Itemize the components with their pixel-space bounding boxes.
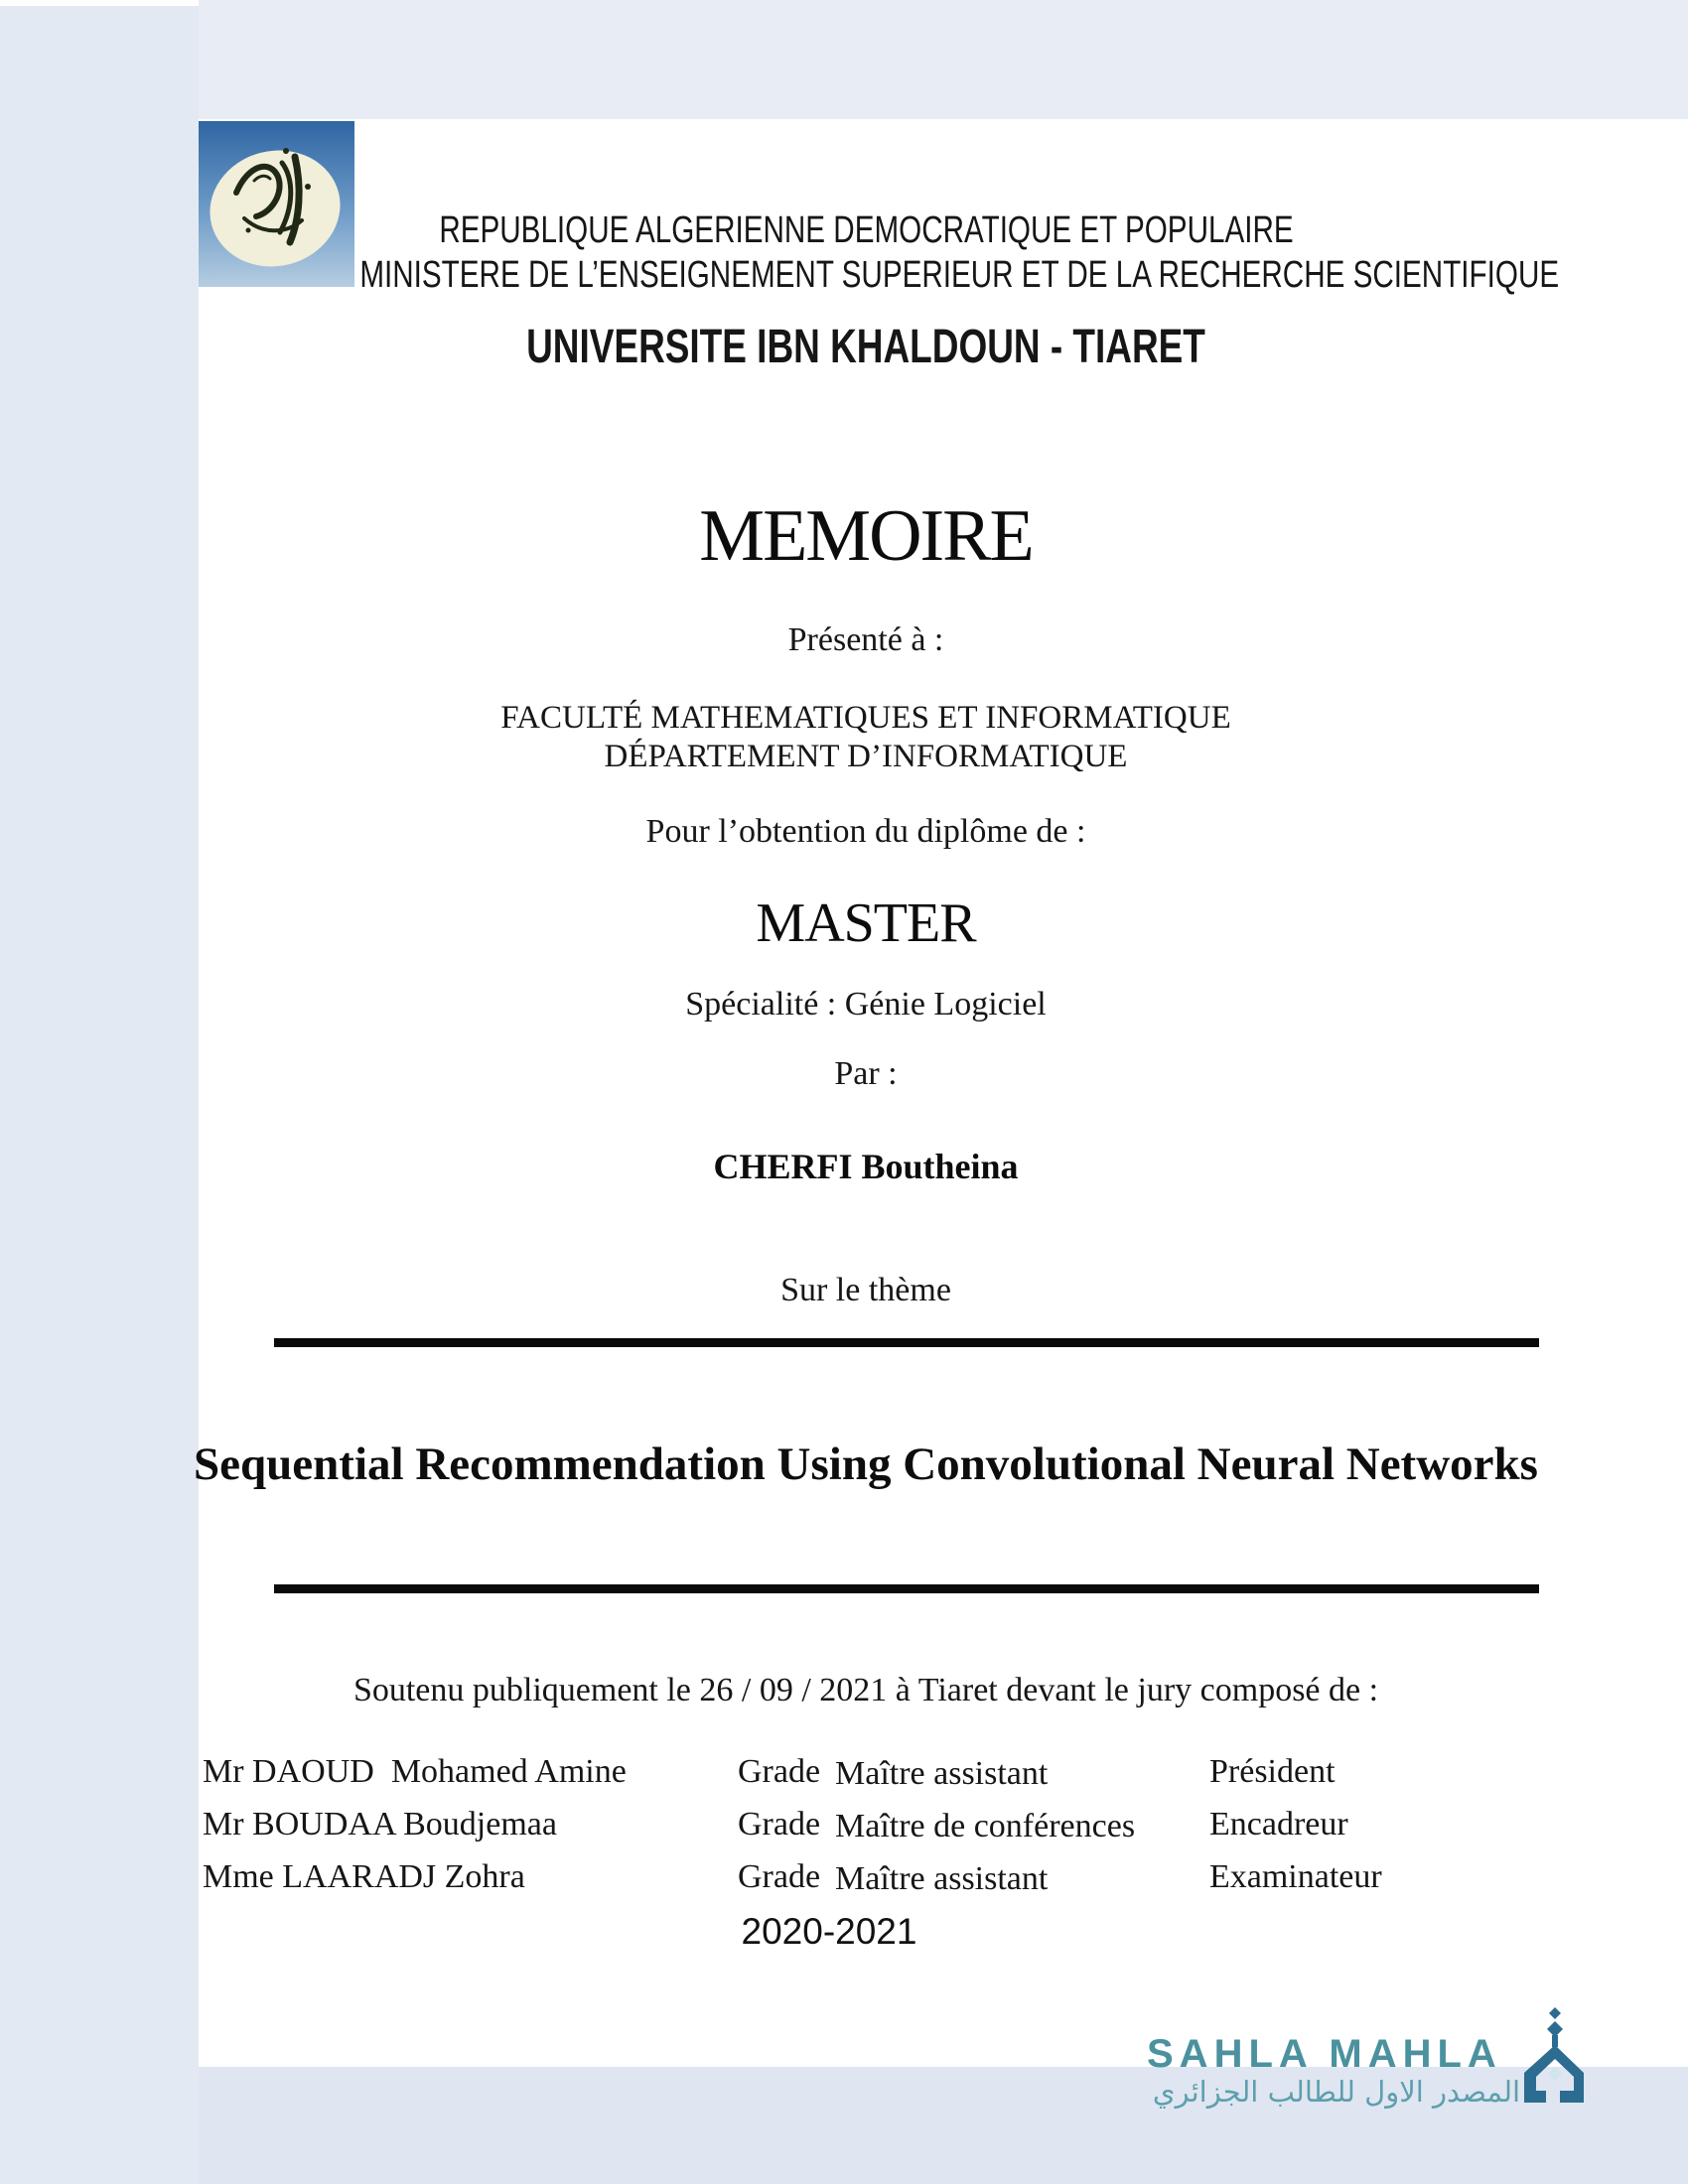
speciality-line: Spécialité : Génie Logiciel: [685, 986, 1047, 1023]
university-name-line: [191, 320, 1541, 375]
defense-line: Soutenu publiquement le 26 / 09 / 2021 à Tiaret devant le jury composé de :: [352, 1672, 1379, 1708]
department-line: DÉPARTEMENT D’INFORMATIQUE: [604, 739, 1128, 774]
academic-year: 2020-2021: [741, 1911, 917, 1952]
jury-row1-grade-label: Grade: [738, 1753, 821, 1790]
sahla-mahla-tagline: المصدر الاول للطالب الجزائري: [1152, 2075, 1521, 2109]
jury-row3-grade-label: Grade: [738, 1858, 821, 1895]
jury-row1-grade: Maître assistant: [835, 1755, 1049, 1792]
jury-row2-name: Mr BOUDAA Boudjemaa: [203, 1806, 557, 1843]
jury-row3-grade: Maître assistant: [835, 1860, 1049, 1897]
title-rule-bottom: [274, 1584, 1539, 1593]
ministry-header-text: MINISTERE DE L’ENSEIGNEMENT SUPERIEUR ET DE LA RECHERCHE SCIENTIFIQUE: [359, 254, 1560, 296]
ministry-header-line: [191, 253, 1560, 297]
by-label: Par :: [834, 1055, 898, 1092]
jury-row2-role: Encadreur: [1209, 1806, 1348, 1843]
degree-line: MASTER: [756, 892, 976, 954]
presented-to-label: Présenté à :: [787, 621, 944, 658]
left-strip: [0, 6, 199, 2184]
jury-row1-name: Mr DAOUD Mohamed Amine: [203, 1753, 627, 1790]
sahla-mahla-wordmark: SAHLA MAHLA: [1147, 2032, 1502, 2076]
sahla-mahla-icon: [1522, 2005, 1588, 2107]
theme-label: Sur le thème: [780, 1272, 951, 1308]
thesis-title: Sequential Recommendation Using Convolutional Neural Networks: [194, 1438, 1538, 1490]
jury-row2-grade: Maître de conférences: [835, 1808, 1136, 1844]
title-rule-top: [274, 1338, 1539, 1347]
jury-row3-role: Examinateur: [1209, 1858, 1382, 1895]
author-name: CHERFI Boutheina: [713, 1147, 1019, 1186]
document-type-title: MEMOIRE: [699, 495, 1033, 577]
jury-row2-grade-label: Grade: [738, 1806, 821, 1843]
faculty-line: FACULTÉ MATHEMATIQUES ET INFORMATIQUE: [500, 700, 1231, 736]
purpose-line: Pour l’obtention du diplôme de :: [645, 813, 1086, 850]
republic-header-text: REPUBLIQUE ALGERIENNE DEMOCRATIQUE ET POPULAIRE: [438, 209, 1294, 251]
university-name-text: UNIVERSITE IBN KHALDOUN - TIARET: [526, 321, 1205, 373]
republic-header-line: [191, 208, 1541, 252]
jury-row3-name: Mme LAARADJ Zohra: [203, 1858, 525, 1895]
top-band: [199, 0, 1688, 119]
jury-row1-role: Président: [1209, 1753, 1336, 1790]
